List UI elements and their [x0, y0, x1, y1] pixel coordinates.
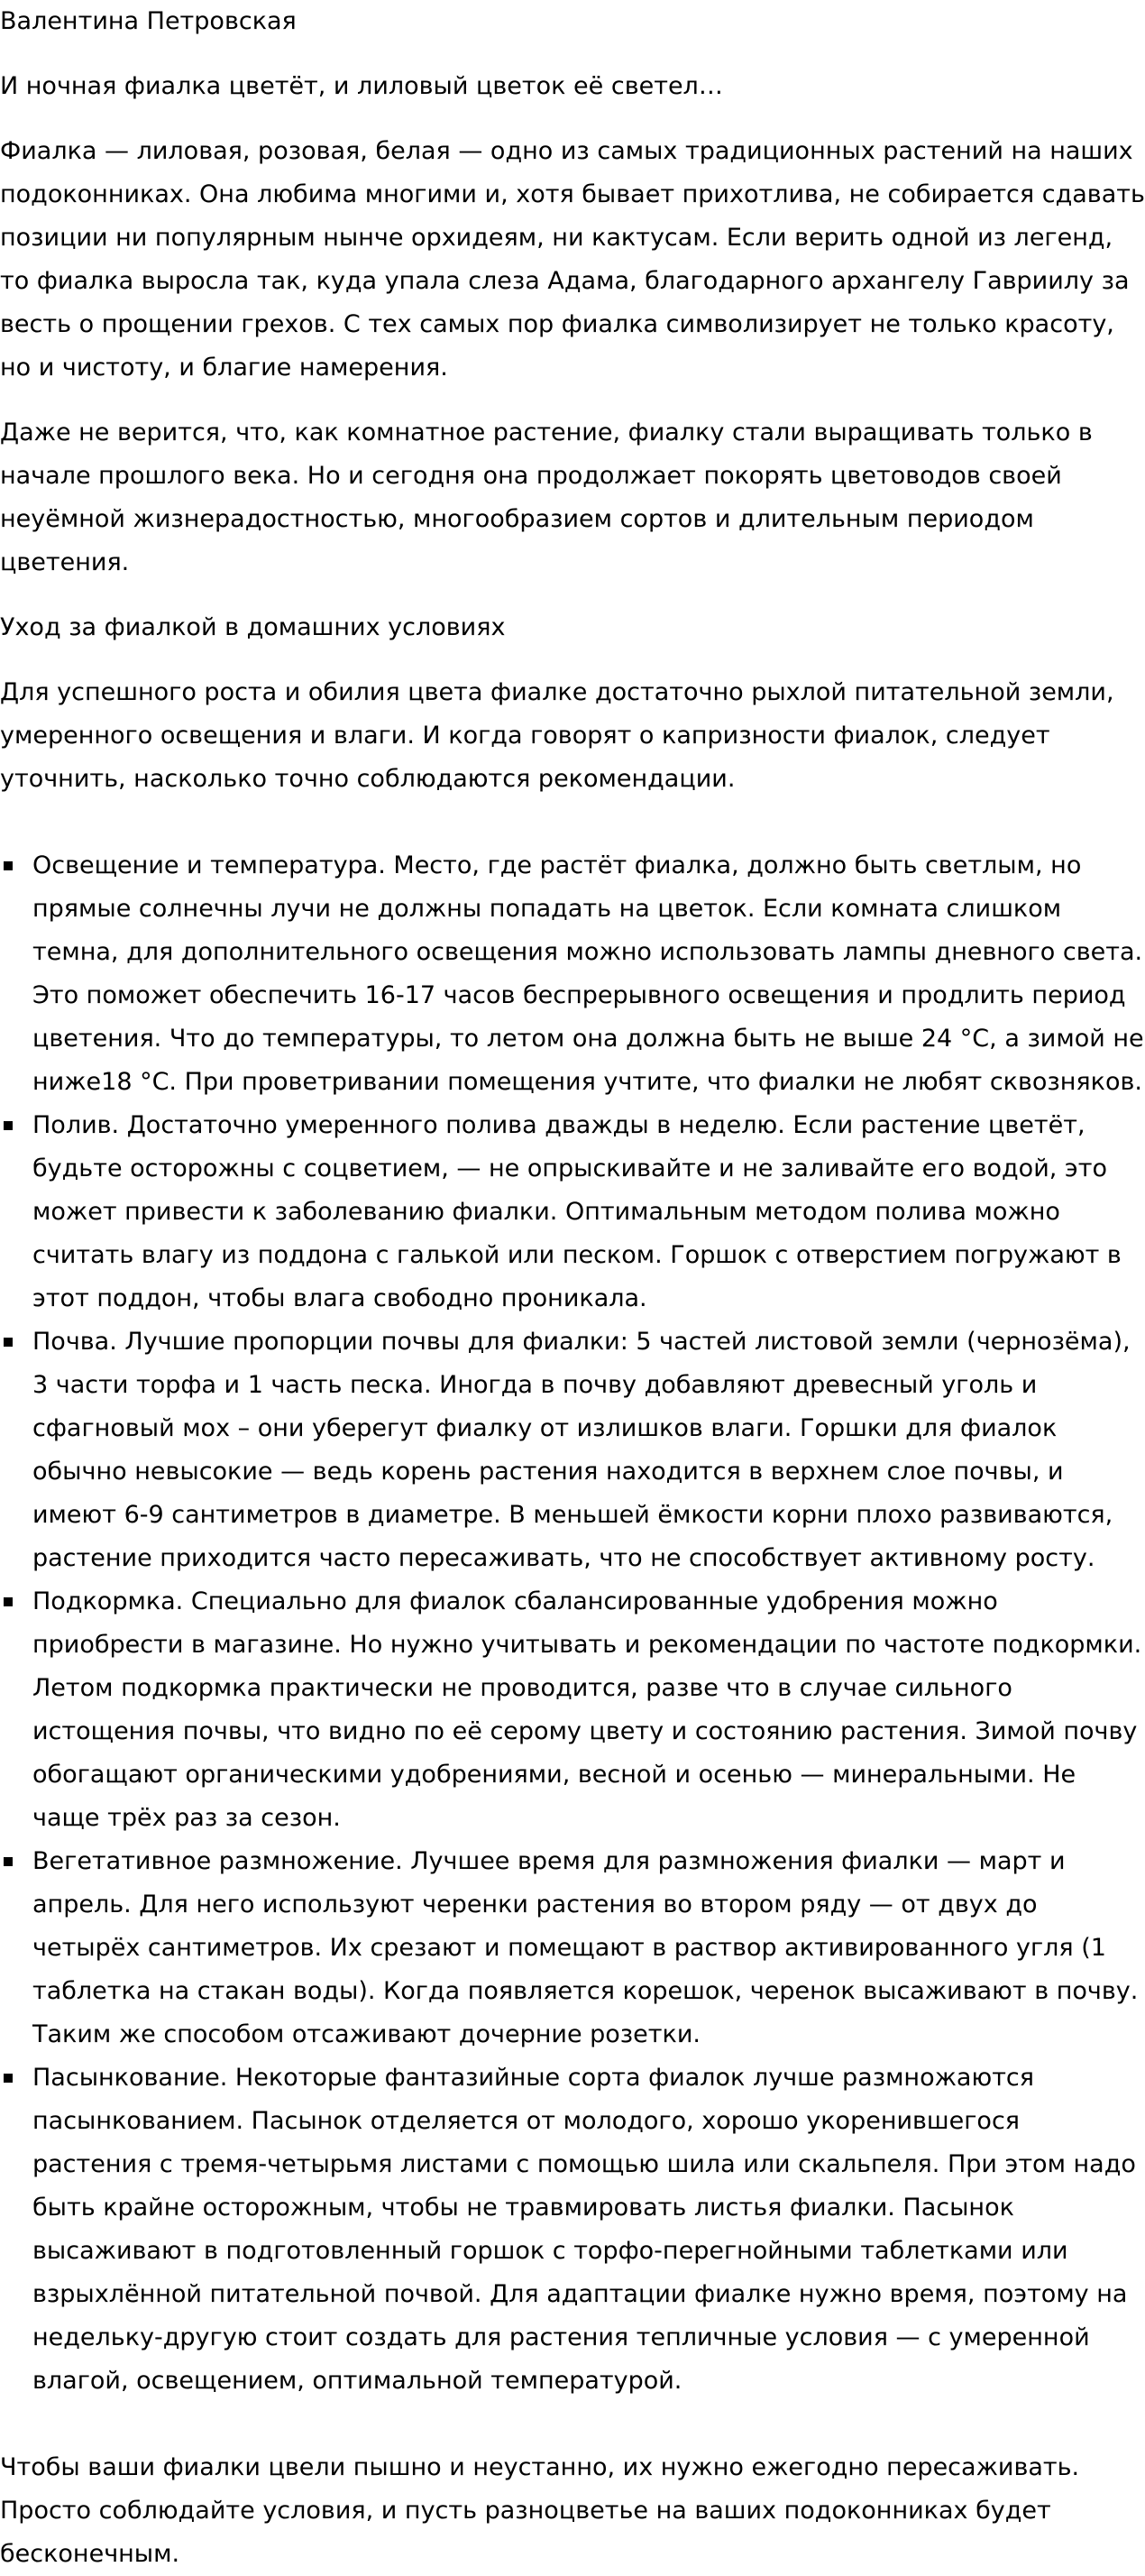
- list-item: [0, 2056, 1145, 2403]
- square-bullet-icon: [4, 1338, 13, 1347]
- list-item-text: Подкормка. Специально для фиалок сбалансированные удобрения можно приобрести в магазине. Но нужно учитывать и рекомендации по частоте подкормки. Летом подкормка практически не проводится, разве что в случае сильного истощения почвы, что видно по её серому цвету и состоянию растения. Зимой почву обогащают органическими удобрениями, весной и осенью — минеральными. Не чаще трёх раз за сезон.: [32, 1587, 1142, 1832]
- list-item: [0, 844, 1145, 1104]
- paragraph: Фиалка — лиловая, розовая, белая — одно из самых традиционных растений на наших подоконниках. Она любима многими и, хотя бывает прихотлива, не собирается сдавать позиции ни популярным нынче орхидеям, ни кактусам. Если верить одной из легенд, то фиалка выросла так, куда упала слеза Адама, благодарного архангелу Гавриилу за весть о прощении грехов. С тех самых пор фиалка символизирует не только красоту, но и чистоту, и благие намерения.: [0, 137, 1145, 382]
- list-item: [0, 1840, 1145, 2056]
- list-item-text: Полив. Достаточно умеренного полива дважды в неделю. Если растение цветёт, будьте осторожны с соцветием, — не опрыскивайте и не заливайте его водой, это может привести к заболеванию фиалки. Оптимальным методом полива можно считать влагу из поддона с галькой или песком. Горшок с отверстием погружают в этот поддон, чтобы влага свободно проникала.: [32, 1111, 1122, 1312]
- section-heading: Уход за фиалкой в домашних условиях: [0, 613, 506, 641]
- list-item: [0, 1104, 1145, 1320]
- square-bullet-icon: [4, 1121, 13, 1130]
- closing-paragraph: Чтобы ваши фиалки цвели пышно и неустанно, их нужно ежегодно пересаживать. Просто соблюдайте условия, и пусть разноцветье на ваших подоконниках будет бесконечным.: [0, 2453, 1080, 2568]
- list-item-text: Вегетативное размножение. Лучшее время для размножения фиалки — март и апрель. Для него используют черенки растения во втором ряду — от двух до четырёх сантиметров. Их срезают и помещают в раствор активированного угля (1 таблетка на стакан воды). Когда появляется корешок, черенок высаживают в почву. Таким же способом отсаживают дочерние розетки.: [32, 1847, 1139, 2048]
- author-name: Валентина Петровская: [0, 7, 297, 35]
- square-bullet-icon: [4, 861, 13, 870]
- list-item-text: Пасынкование. Некоторые фантазийные сорта фиалок лучше размножаются пасынкованием. Пасынок отделяется от молодого, хорошо укоренившегося растения с тремя-четырьмя листами с помощью шила или скальпеля. При этом надо быть крайне осторожным, чтобы не травмировать листья фиалки. Пасынок высаживают в подготовленный горшок с торфо-перегнойными таблетками или взрыхлённой питательной почвой. Для адаптации фиалке нужно время, поэтому на недельку-другую стоит создать для растения тепличные условия — с умеренной влагой, освещением, оптимальной температурой.: [32, 2064, 1136, 2395]
- care-tips-list: [0, 844, 1145, 2403]
- list-item-text: Почва. Лучшие пропорции почвы для фиалки: 5 частей листовой земли (чернозёма), 3 части торфа и 1 часть песка. Иногда в почву добавляют древесный уголь и сфагновый мох – они уберегут фиалку от излишков влаги. Горшки для фиалок обычно невысокие — ведь корень растения находится в верхнем слое почвы, и имеют 6-9 сантиметров в диаметре. В меньшей ёмкости корни плохо развиваются, растение приходится часто пересаживать, что не способствует активному росту.: [32, 1328, 1131, 1572]
- square-bullet-icon: [4, 1857, 13, 1866]
- list-item: [0, 1320, 1145, 1580]
- article-subtitle: И ночная фиалка цветёт, и лиловый цветок её светел…: [0, 72, 723, 100]
- square-bullet-icon: [4, 1597, 13, 1606]
- section-intro: Для успешного роста и обилия цвета фиалке достаточно рыхлой питательной земли, умеренного освещения и влаги. И когда говорят о капризности фиалок, следует уточнить, насколько точно соблюдаются рекомендации.: [0, 678, 1114, 793]
- list-item-text: Освещение и температура. Место, где растёт фиалка, должно быть светлым, но прямые солнечны лучи не должны попадать на цветок. Если комната слишком темна, для дополнительного освещения можно использовать лампы дневного света. Это поможет обеспечить 16-17 часов беспрерывного освещения и продлить период цветения. Что до температуры, то летом она должна быть не выше 24 °С, а зимой не ниже18 °С. При проветривании помещения учтите, что фиалки не любят сквозняков.: [32, 851, 1144, 1096]
- list-item: [0, 1580, 1145, 1840]
- square-bullet-icon: [4, 2074, 13, 2083]
- paragraph: Даже не верится, что, как комнатное растение, фиалку стали выращивать только в начале прошлого века. Но и сегодня она продолжает покорять цветоводов своей неуёмной жизнерадостностью, многообразием сортов и длительным периодом цветения.: [0, 419, 1093, 576]
